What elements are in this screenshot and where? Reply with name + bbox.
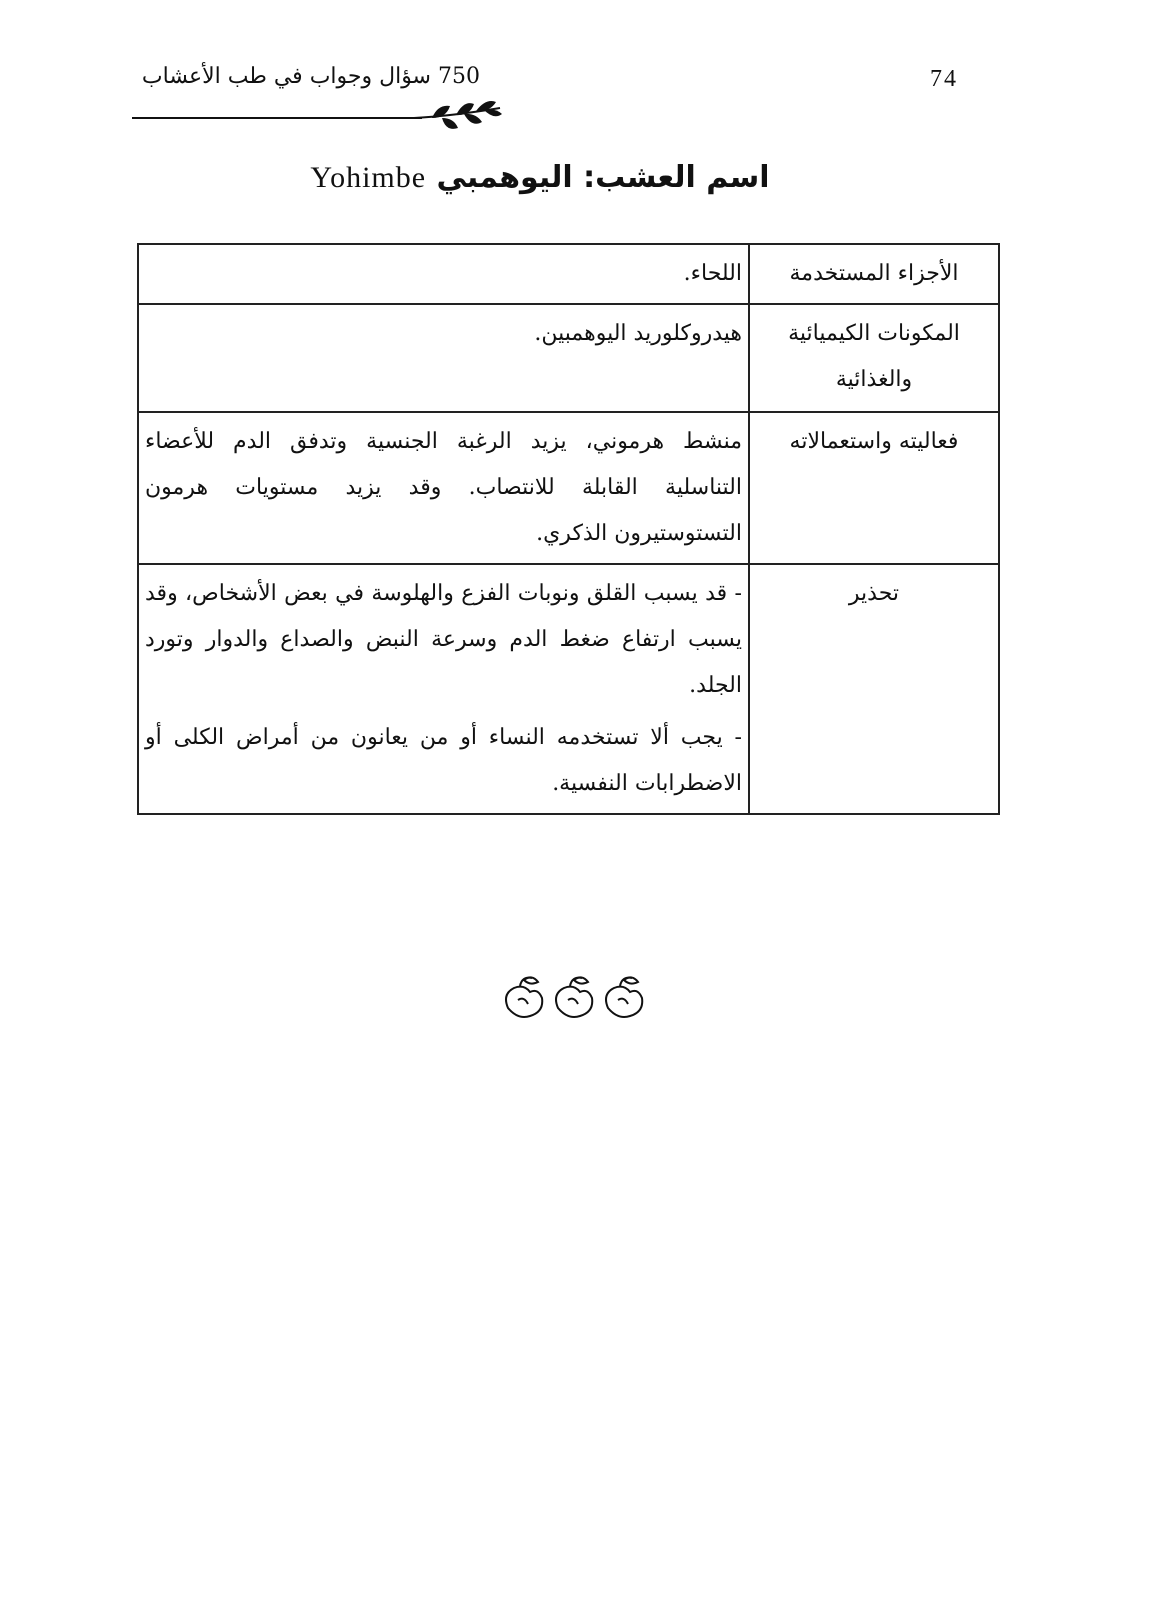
value-parts-used xyxy=(138,244,749,304)
entry-title xyxy=(300,160,780,195)
label-effects: فعاليته واستعمالاته xyxy=(749,412,999,564)
value-warning xyxy=(138,564,749,814)
label-constituents: المكونات الكيميائية والغذائية xyxy=(749,304,999,412)
header-rule xyxy=(132,117,422,119)
effects-text: منشط هرموني، يزيد الرغبة الجنسية وتدفق الدم للأعضاء التناسلية القابلة للانتصاب. وقد يزيد مستويات هرمون التستوستيرون الذكري. xyxy=(145,429,742,546)
constituents-text: هيدروكلوريد اليوهمبين. xyxy=(534,321,742,346)
label-parts-used: الأجزاء المستخدمة xyxy=(749,244,999,304)
triple-fruit-ornament-icon xyxy=(498,968,648,1022)
leaf-branch-icon xyxy=(412,98,504,134)
entry-title-arabic: اسم العشب: اليوهمبي xyxy=(436,160,770,195)
table-row-effects xyxy=(138,412,999,564)
table-row-parts-used xyxy=(138,244,999,304)
value-effects xyxy=(138,412,749,564)
label-warning: تحذير xyxy=(749,564,999,814)
parts-used-text: اللحاء. xyxy=(683,261,742,286)
entry-title-latin: Yohimbe xyxy=(310,161,427,194)
value-constituents xyxy=(138,304,749,412)
table-row-constituents xyxy=(138,304,999,412)
warning-text-1: - قد يسبب القلق ونوبات الفزع والهلوسة في بعض الأشخاص، وقد يسبب ارتفاع ضغط الدم وسرعة النبض والصداع والدوار وتورد الجلد. xyxy=(145,581,742,698)
warning-text-2: - يجب ألا تستخدمه النساء أو من يعانون من أمراض الكلى أو الاضطرابات النفسية. xyxy=(145,725,742,796)
running-header-title: 750 سؤال وجواب في طب الأعشاب xyxy=(141,64,480,89)
herb-info-table xyxy=(137,243,1000,815)
page-number: 74 xyxy=(930,66,958,92)
table-row-warning xyxy=(138,564,999,814)
